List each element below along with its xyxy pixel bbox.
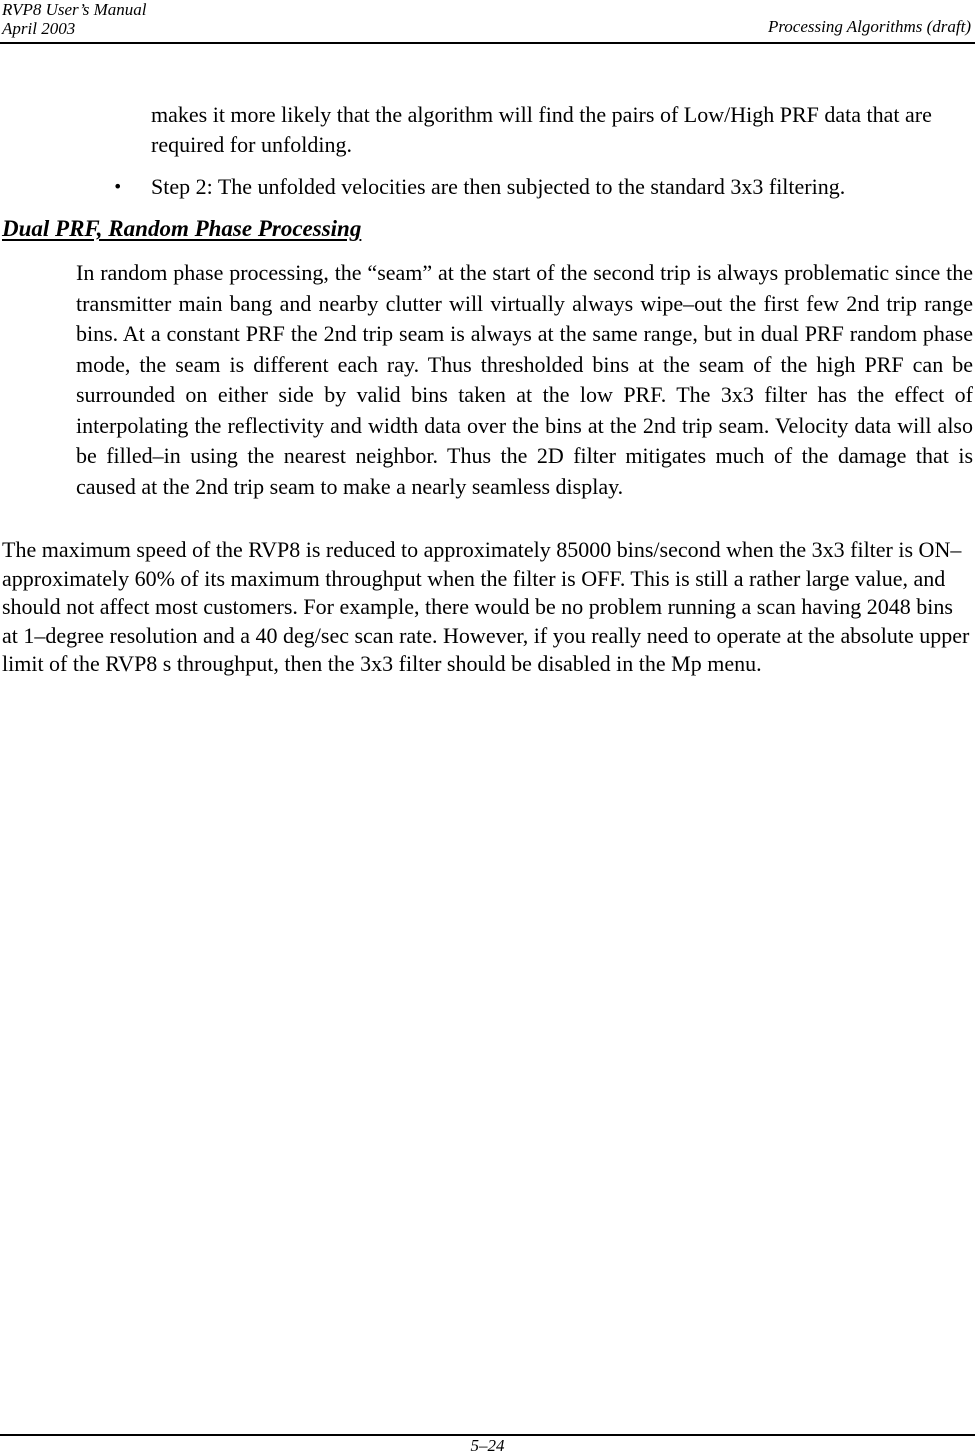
throughput-paragraph: The maximum speed of the RVP8 is reduced to approximately 85000 bins/second when the 3x3 filter is ON– approximately 60% of its maximum throughput when the filter is OFF. This is still a rather large value, and should not affect most customers. For example, there would be no problem running a scan having 2048 bins at 1–degree resolution and a 40 deg/sec scan rate. However, if you really need to operate at the absolute upper limit of the RVP8 s throughput, then the 3x3 filter should be disabled in the Mp menu. bbox=[2, 537, 970, 677]
section-heading: Dual PRF, Random Phase Processing bbox=[2, 216, 362, 241]
page-header bbox=[0, 0, 975, 46]
page-number: 5–24 bbox=[470, 1436, 505, 1455]
bullet-icon: • bbox=[113, 177, 123, 196]
random-phase-paragraph: In random phase processing, the “seam” at the start of the second trip is always problematic since the transmitter main bang and nearby clutter will virtually always wipe–out the first few 2nd trip range bins. At a constant PRF the 2nd trip seam is always at the same range, but in dual PRF random phase mode, the seam is different each ray. Thus thresholded bins at the seam of the high PRF can be surrounded on either side by valid bins taken at the low PRF. The 3x3 filter has the effect of interpolating the reflectivity and width data over the bins at the 2nd trip seam. Velocity data will also be filled–in using the nearest neighbor. Thus the 2D filter mitigates much of the damage that is caused at the 2nd trip seam to make a nearly seamless display. bbox=[76, 260, 973, 499]
header-left-block bbox=[2, 0, 147, 38]
manual-title: RVP8 User’s Manual bbox=[2, 0, 147, 19]
continuation-paragraph: makes it more likely that the algorithm will find the pairs of Low/High PRF data that are required for unfolding. bbox=[151, 102, 932, 157]
header-divider bbox=[0, 42, 975, 44]
manual-date: April 2003 bbox=[2, 19, 76, 38]
bullet-text: Step 2: The unfolded velocities are then subjected to the standard 3x3 filtering. bbox=[151, 174, 846, 199]
chapter-title: Processing Algorithms (draft) bbox=[767, 17, 971, 36]
